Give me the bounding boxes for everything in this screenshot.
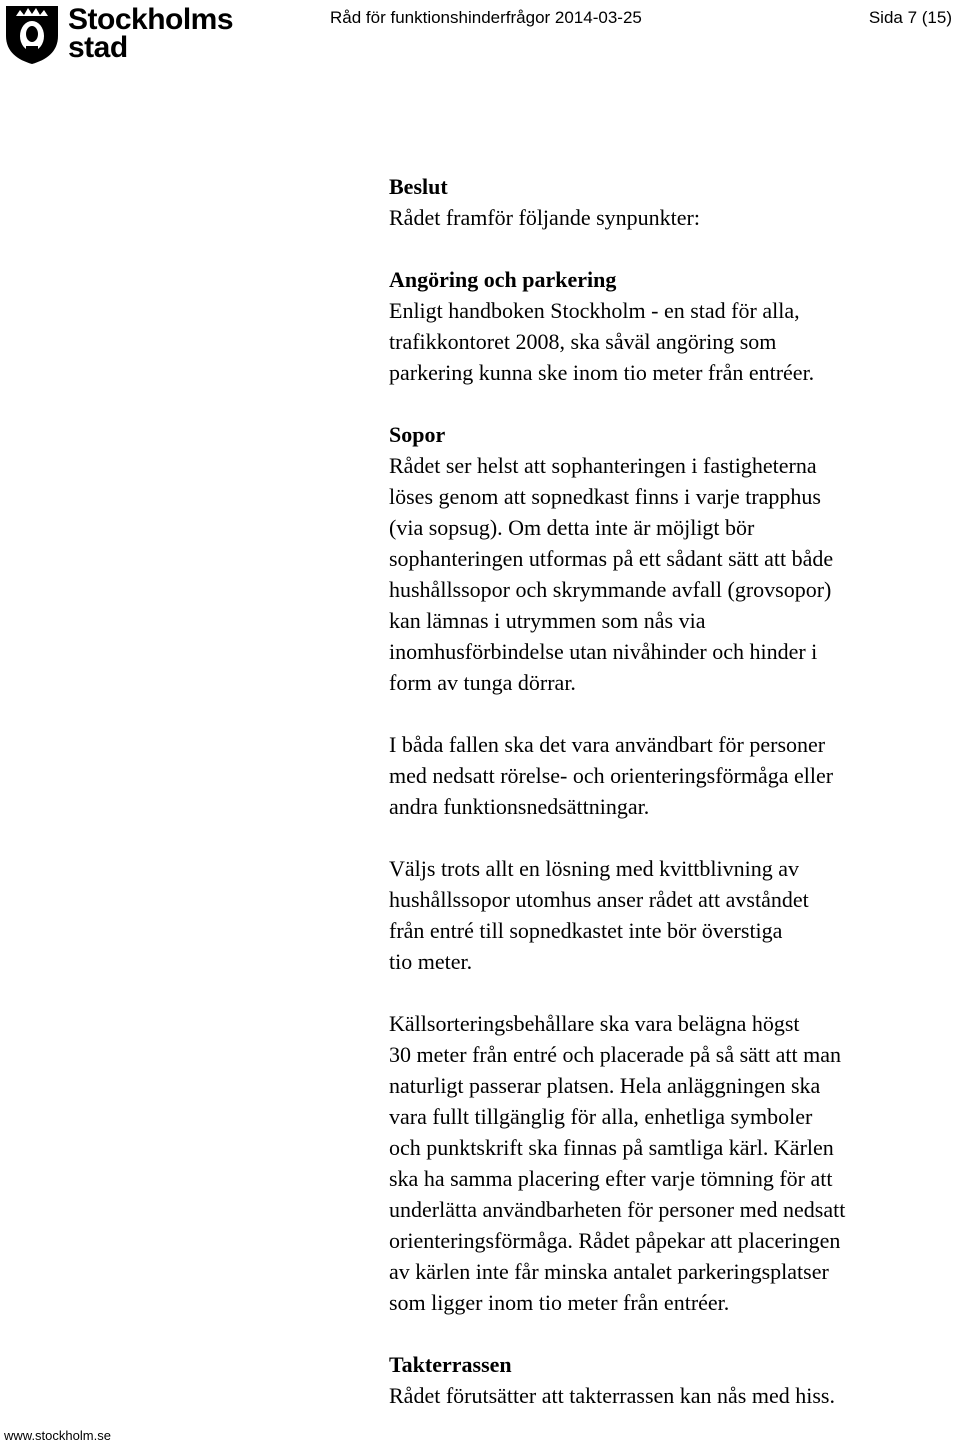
footer-url[interactable]: www.stockholm.se bbox=[4, 1428, 111, 1443]
text-line: Rådet ser helst att sophanteringen i fastigheterna bbox=[389, 453, 817, 478]
text-line: inomhusförbindelse utan nivåhinder och hinder i bbox=[389, 639, 818, 664]
text-line: Enligt handboken Stockholm - en stad för alla, bbox=[389, 298, 800, 323]
text-line: underlätta användbarheten för personer med nedsatt bbox=[389, 1197, 846, 1222]
angoring-paragraph bbox=[389, 295, 949, 388]
heading-beslut: Beslut bbox=[389, 174, 448, 199]
text-line: 30 meter från entré och placerade på så sätt att man bbox=[389, 1042, 841, 1067]
section-angoring bbox=[389, 264, 949, 388]
takterrassen-paragraph bbox=[389, 1380, 949, 1411]
logo-wordmark bbox=[68, 3, 234, 64]
text-line: Källsorteringsbehållare ska vara belägna högst bbox=[389, 1011, 800, 1036]
page-number: Sida 7 (15) bbox=[868, 8, 952, 27]
text-line: form av tunga dörrar. bbox=[389, 670, 576, 695]
text-line: löses genom att sopnedkast finns i varje trapphus bbox=[389, 484, 821, 509]
text-line: (via sopsug). Om detta inte är möjligt bör bbox=[389, 515, 755, 540]
text-line: kan lämnas i utrymmen som nås via bbox=[389, 608, 706, 633]
sopor-paragraph-3 bbox=[389, 853, 949, 977]
text-line: Rådet framför följande synpunkter: bbox=[389, 205, 700, 230]
text-line: Väljs trots allt en lösning med kvittblivning av bbox=[389, 856, 800, 881]
section-beslut bbox=[389, 171, 949, 233]
heading-takterrassen: Takterrassen bbox=[389, 1352, 512, 1377]
text-line: tio meter. bbox=[389, 949, 473, 974]
logo-text-line2: stad bbox=[68, 31, 128, 64]
text-line: Rådet förutsätter att takterrassen kan nås med hiss. bbox=[389, 1383, 835, 1408]
text-line: hushållssopor och skrymmande avfall (grovsopor) bbox=[389, 577, 832, 602]
text-line: från entré till sopnedkastet inte bör överstiga bbox=[389, 918, 783, 943]
section-sopor bbox=[389, 419, 949, 1318]
document-body bbox=[389, 171, 949, 1442]
city-shield-icon bbox=[2, 2, 62, 66]
text-line: parkering kunna ske inom tio meter från entréer. bbox=[389, 360, 815, 385]
heading-angoring: Angöring och parkering bbox=[389, 267, 617, 292]
text-line: med nedsatt rörelse- och orienteringsförmåga eller bbox=[389, 763, 834, 788]
section-takterrassen bbox=[389, 1349, 949, 1411]
document-header-title: Råd för funktionshinderfrågor 2014-03-25 bbox=[330, 8, 642, 27]
sopor-paragraph-4 bbox=[389, 1008, 949, 1318]
text-line: vara fullt tillgänglig för alla, enhetliga symboler bbox=[389, 1104, 813, 1129]
text-line: ska ha samma placering efter varje tömning för att bbox=[389, 1166, 833, 1191]
text-line: orienteringsförmåga. Rådet påpekar att placeringen bbox=[389, 1228, 841, 1253]
text-line: naturligt passerar platsen. Hela anläggningen ska bbox=[389, 1073, 821, 1098]
text-line: av kärlen inte får minska antalet parkeringsplatser bbox=[389, 1259, 829, 1284]
text-line: sophanteringen utformas på ett sådant sätt att både bbox=[389, 546, 834, 571]
heading-sopor: Sopor bbox=[389, 422, 446, 447]
sopor-paragraph-1 bbox=[389, 450, 949, 698]
text-line: andra funktionsnedsättningar. bbox=[389, 794, 650, 819]
stockholms-stad-logo bbox=[2, 2, 234, 66]
text-line: hushållssopor utomhus anser rådet att avståndet bbox=[389, 887, 809, 912]
text-line: trafikkontoret 2008, ska såväl angöring som bbox=[389, 329, 777, 354]
text-line: och punktskrift ska finnas på samtliga kärl. Kärlen bbox=[389, 1135, 834, 1160]
sopor-paragraph-2 bbox=[389, 729, 949, 822]
beslut-paragraph bbox=[389, 202, 949, 233]
text-line: I båda fallen ska det vara användbart för personer bbox=[389, 732, 826, 757]
logo-text-line1: Stockholms bbox=[68, 3, 234, 36]
text-line: som ligger inom tio meter från entréer. bbox=[389, 1290, 730, 1315]
